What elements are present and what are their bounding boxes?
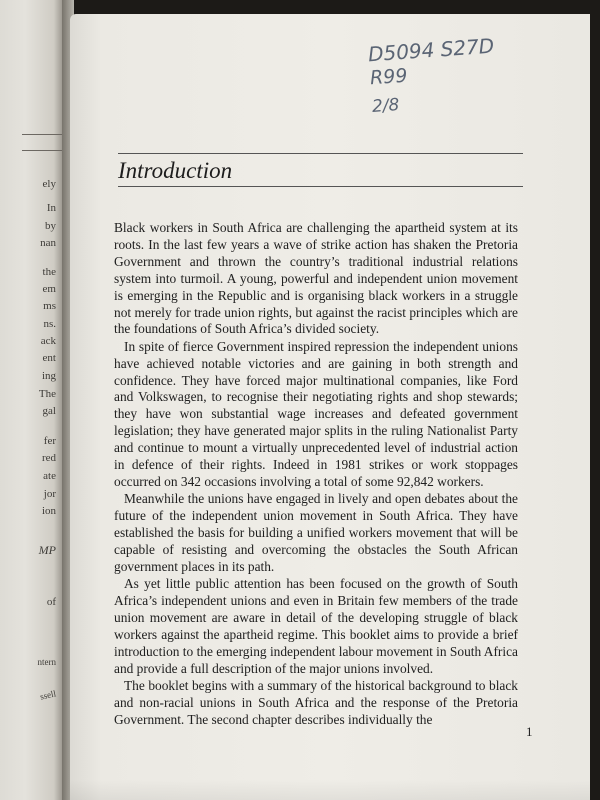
left-page-fragment: The bbox=[38, 388, 56, 400]
left-page-fragment: gal bbox=[42, 405, 56, 417]
left-page-fragment: ssell bbox=[39, 688, 57, 702]
left-page-fragment: In bbox=[46, 202, 56, 214]
show-through-text bbox=[150, 94, 490, 108]
left-page-fragment: ate bbox=[43, 470, 56, 482]
left-page-fragment: ely bbox=[42, 178, 56, 190]
book-page bbox=[70, 14, 590, 800]
left-page-fragment: the bbox=[42, 266, 56, 278]
body-text bbox=[114, 220, 518, 729]
left-page-fragment: MP bbox=[38, 543, 56, 557]
handwritten-shelfmark: D5094 S27D bbox=[367, 33, 495, 67]
handwritten-note: R99 bbox=[369, 64, 409, 90]
left-page-fragment: ent bbox=[42, 352, 56, 364]
left-page-fragment: em bbox=[42, 283, 56, 295]
paragraph: As yet little public attention has been focused on the growth of South Africa’s independent unions and even in Britain few members of the trade union movement are aware in detail of the developing struggle of black workers against the apartheid regime. This booklet aims to provide a brief introduction to the emerging independent labour movement in South Africa and provide a full description of the major unions involved. bbox=[114, 576, 518, 676]
page-number: 1 bbox=[526, 724, 533, 739]
left-page-fragment: fer bbox=[43, 435, 56, 447]
left-page-fragment: by bbox=[45, 220, 56, 232]
heading-rule-top bbox=[118, 153, 523, 154]
left-page-fragment: of bbox=[46, 596, 56, 608]
left-page-fragment: jor bbox=[43, 488, 56, 500]
paragraph: Meanwhile the unions have engaged in lively and open debates about the future of the independent union movement in South Africa. They have established the basis for building a unified workers movement that will be capable of resisting and overcoming the obstacles the South African government places in its path. bbox=[114, 491, 518, 574]
paragraph: Black workers in South Africa are challenging the apartheid system at its roots. In the last few years a wave of strike action has shaken the Pretoria Government and thrown the country’s traditional industrial relations system into turmoil. A young, powerful and independent union movement is emerging in the Republic and is organising black workers in a struggle not merely for trade union rights, but against the racist principles which are the foundations of South Africa’s divided society. bbox=[114, 220, 518, 337]
paragraph: The booklet begins with a summary of the historical background to black and non-racial unions in South Africa and the response of the Pretoria Government. The second chapter describes individually the bbox=[114, 678, 518, 727]
left-page-rule bbox=[22, 150, 62, 151]
left-page-fragment: ns. bbox=[43, 318, 56, 330]
left-page-fragment: red bbox=[41, 452, 56, 464]
left-page-fragment: ms bbox=[43, 300, 56, 312]
page-shading bbox=[70, 780, 590, 800]
left-page-fragment: ack bbox=[40, 335, 56, 347]
handwritten-note: 2/8 bbox=[371, 95, 401, 117]
left-page-fragment: ion bbox=[41, 505, 56, 517]
left-page-rule bbox=[22, 134, 62, 135]
heading-rule-bottom bbox=[118, 186, 523, 187]
left-page-fragment: ntern bbox=[37, 657, 56, 667]
facing-page bbox=[0, 0, 62, 800]
left-page-fragment: ing bbox=[41, 370, 56, 382]
paragraph: In spite of fierce Government inspired repression the independent unions have achieved notable victories and are gaining in both strength and confidence. They have forced major multinational companies, like Ford and Volkswagen, to recognise their negotiating rights and shop stewards; they have won substantial wage increases and defeated government legislation; they have generated major splits in the ruling Nationalist Party and continue to mount a virtually unprecedented level of industrial action in defence of their rights. Indeed in 1981 strikes or work stoppages occurred on 342 occasions involving a total of some 92,842 workers. bbox=[114, 338, 518, 489]
left-page-fragment: nan bbox=[40, 237, 56, 249]
page-title: Introduction bbox=[118, 158, 233, 183]
